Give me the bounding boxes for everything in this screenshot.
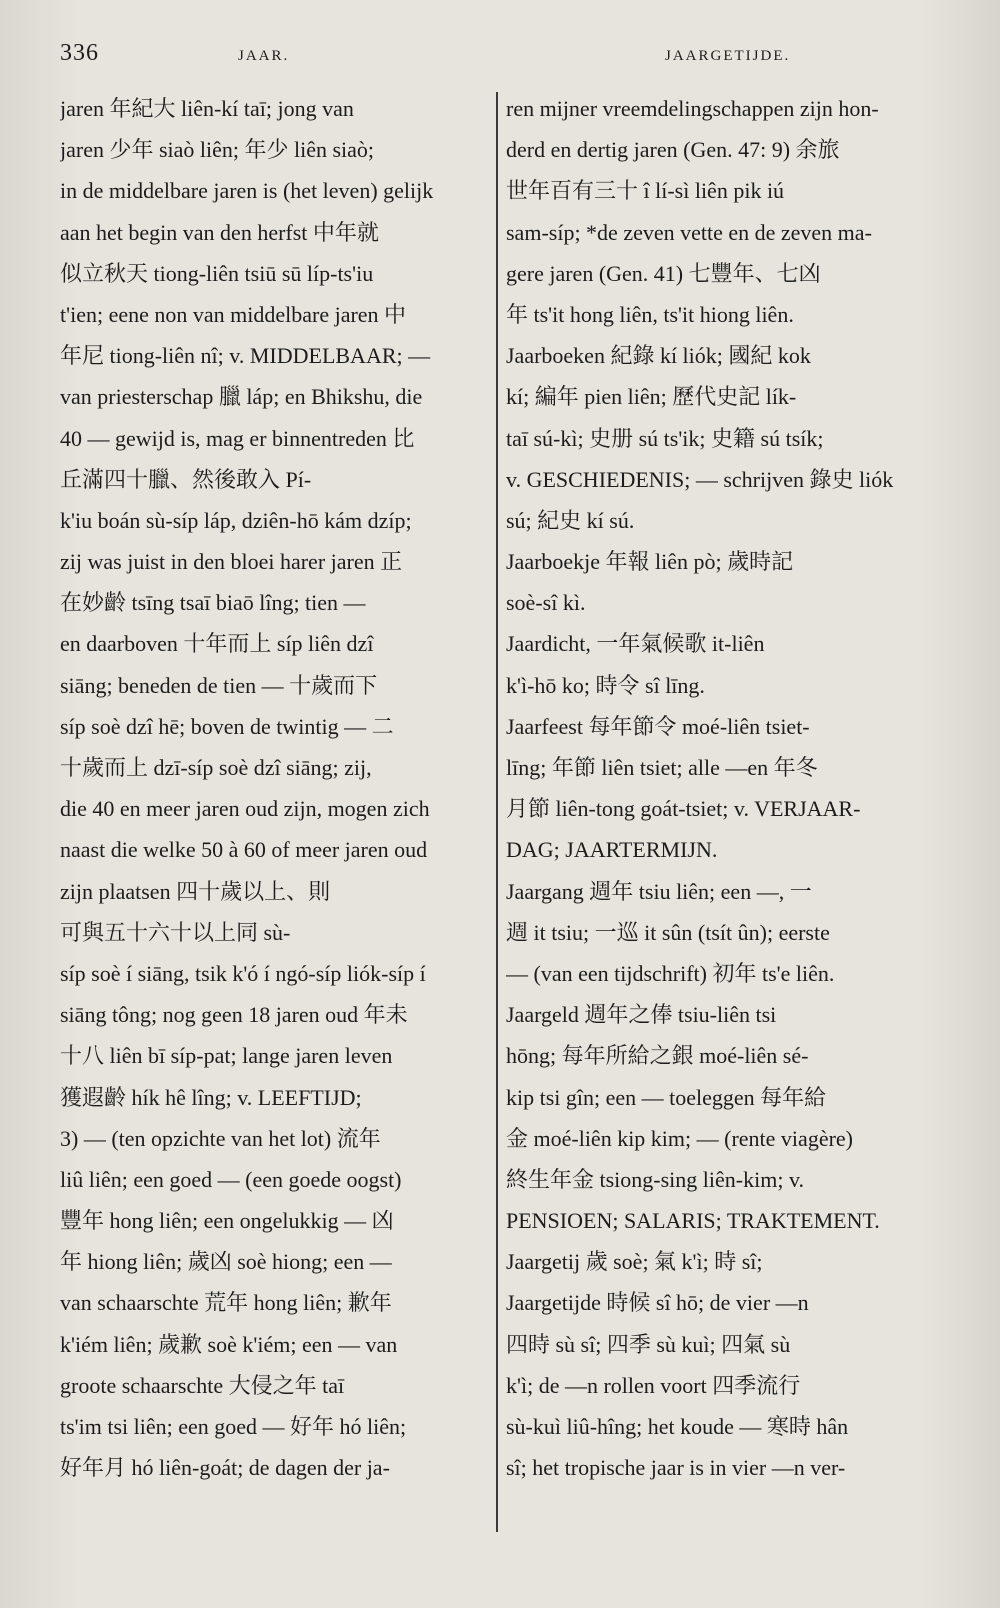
text-line: k'iu boán sù-síp láp, dziên-hō kám dzíp;: [60, 507, 412, 533]
text-line: 獲遐齡 hík hê lîng; v. LEEFTIJD;: [60, 1084, 362, 1110]
text-line: taī sú-kì; 史册 sú ts'ik; 史籍 sú tsík;: [506, 425, 824, 451]
text-line: 可與五十六十以上同 sù-: [60, 919, 291, 945]
page-number: 336: [60, 40, 99, 66]
text-line: sam-síp; *de zeven vette en de zeven ma-: [506, 219, 872, 245]
text-line: 40 — gewijd is, mag er binnentreden 比: [60, 425, 415, 451]
text-line: zij was juist in den bloei harer jaren 正: [60, 549, 403, 575]
text-line: liû liên; een goed — (een goede oogst): [60, 1166, 402, 1192]
text-line: 金 moé-liên kip kim; — (rente viagère): [506, 1125, 853, 1151]
text-line: 似立秋天 tiong-liên tsiū sū líp-ts'iu: [60, 260, 374, 286]
right-running-head: JAARGETIJDE.: [665, 48, 791, 64]
text-line: Jaarboekje 年報 liên pò; 歲時記: [506, 549, 794, 575]
text-line: 月節 liên-tong goát-tsiet; v. VERJAAR-: [506, 796, 861, 822]
right-column: [506, 88, 946, 1488]
text-line: gere jaren (Gen. 41) 七豐年、七凶: [506, 260, 821, 286]
text-line: Jaarboeken 紀錄 kí liók; 國紀 kok: [506, 343, 811, 369]
text-line: 十歲而上 dzī-síp soè dzî siāng; zij,: [60, 755, 372, 780]
text-line: PENSIOEN; SALARIS; TRAKTEMENT.: [506, 1208, 880, 1234]
text-line: līng; 年節 liên tsiet; alle —en 年冬: [506, 755, 818, 780]
text-line: Jaargang 週年 tsiu liên; een —, 一: [506, 878, 812, 904]
text-line: 豐年 hong liên; een ongelukkig — 凶: [60, 1208, 394, 1234]
text-line: 週 it tsiu; 一巡 it sûn (tsít ûn); eerste: [506, 919, 830, 945]
text-line: aan het begin van den herfst 中年就: [60, 219, 379, 245]
left-column: [60, 88, 480, 1488]
text-line: k'iém liên; 歲歉 soè k'iém; een — van: [60, 1331, 398, 1357]
text-line: v. GESCHIEDENIS; — schrijven 錄史 liók: [506, 466, 894, 492]
text-line: van priesterschap 臘 láp; en Bhikshu, die: [60, 384, 423, 410]
text-line: kip tsi gîn; een — toeleggen 每年給: [506, 1084, 827, 1110]
text-line: Jaargeld 週年之俸 tsiu-liên tsi: [506, 1002, 777, 1028]
text-line: 年 hiong liên; 歲凶 soè hiong; een —: [60, 1249, 392, 1275]
text-line: groote schaarschte 大侵之年 taī: [60, 1372, 345, 1398]
text-line: 3) — (ten opzichte van het lot) 流年: [60, 1125, 381, 1151]
text-line: síp soè í siāng, tsik k'ó í ngó-síp liók-síp í: [60, 960, 426, 986]
text-line: en daarboven 十年而上 síp liên dzî: [60, 631, 374, 657]
text-line: derd en dertig jaren (Gen. 47: 9) 余旅: [506, 137, 840, 163]
text-line: sú; 紀史 kí sú.: [506, 507, 635, 533]
text-line: Jaargetij 歲 soè; 氣 k'ì; 時 sî;: [506, 1249, 763, 1275]
text-line: 世年百有三十 î lí-sì liên pik iú: [506, 178, 785, 204]
text-line: 好年月 hó liên-goát; de dagen der ja-: [60, 1455, 390, 1481]
text-line: 年尼 tiong-liên nî; v. MIDDELBAAR; —: [60, 343, 431, 369]
text-line: sî; het tropische jaar is in vier —n ver-: [506, 1455, 846, 1481]
text-line: t'ien; eene non van middelbare jaren 中: [60, 301, 407, 327]
text-line: ts'im tsi liên; een goed — 好年 hó liên;: [60, 1414, 407, 1439]
text-line: in de middelbare jaren is (het leven) gelijk: [60, 178, 434, 204]
text-line: síp soè dzî hē; boven de twintig — 二: [60, 713, 394, 739]
text-line: 在妙齡 tsīng tsaī biaō lîng; tien —: [60, 590, 366, 616]
text-line: hōng; 每年所給之銀 moé-liên sé-: [506, 1043, 809, 1069]
left-running-head: JAAR.: [238, 48, 290, 64]
text-line: 年 ts'it hong liên, ts'it hiong liên.: [506, 301, 794, 327]
column-divider: [496, 92, 498, 1532]
text-line: van schaarschte 荒年 hong liên; 歉年: [60, 1290, 392, 1316]
text-line: zijn plaatsen 四十歲以上、則: [60, 878, 331, 904]
text-line: Jaarfeest 每年節令 moé-liên tsiet-: [506, 713, 810, 739]
text-line: 終生年金 tsiong-sing liên-kim; v.: [506, 1166, 805, 1192]
text-line: die 40 en meer jaren oud zijn, mogen zich: [60, 796, 430, 822]
text-line: ren mijner vreemdelingschappen zijn hon-: [506, 96, 879, 121]
text-line: Jaargetijde 時候 sî hō; de vier —n: [506, 1290, 809, 1316]
text-line: jaren 年紀大 liên-kí taī; jong van: [60, 96, 354, 121]
text-line: Jaardicht, 一年氣候歌 it-liên: [506, 631, 765, 657]
text-line: 十八 liên bī síp-pat; lange jaren leven: [60, 1043, 393, 1069]
text-line: sù-kuì liû-hîng; het koude — 寒時 hân: [506, 1414, 849, 1439]
text-line: soè-sî kì.: [506, 590, 586, 616]
text-line: jaren 少年 siaò liên; 年少 liên siaò;: [60, 137, 375, 163]
text-line: naast die welke 50 à 60 of meer jaren oud: [60, 837, 428, 863]
text-line: siāng tông; nog geen 18 jaren oud 年未: [60, 1002, 408, 1028]
text-line: DAG; JAARTERMIJN.: [506, 837, 718, 863]
text-line: k'ì; de —n rollen voort 四季流行: [506, 1372, 801, 1398]
text-line: 四時 sù sî; 四季 sù kuì; 四氣 sù: [506, 1331, 791, 1357]
text-line: kí; 編年 pien liên; 歷代史記 lík-: [506, 384, 797, 410]
text-line: k'ì-hō ko; 時令 sî līng.: [506, 672, 705, 698]
text-line: 丘滿四十臘、然後敢入 Pí-: [60, 466, 312, 492]
text-line: siāng; beneden de tien — 十歲而下: [60, 672, 378, 698]
text-line: — (van een tijdschrift) 初年 ts'e liên.: [506, 960, 835, 986]
